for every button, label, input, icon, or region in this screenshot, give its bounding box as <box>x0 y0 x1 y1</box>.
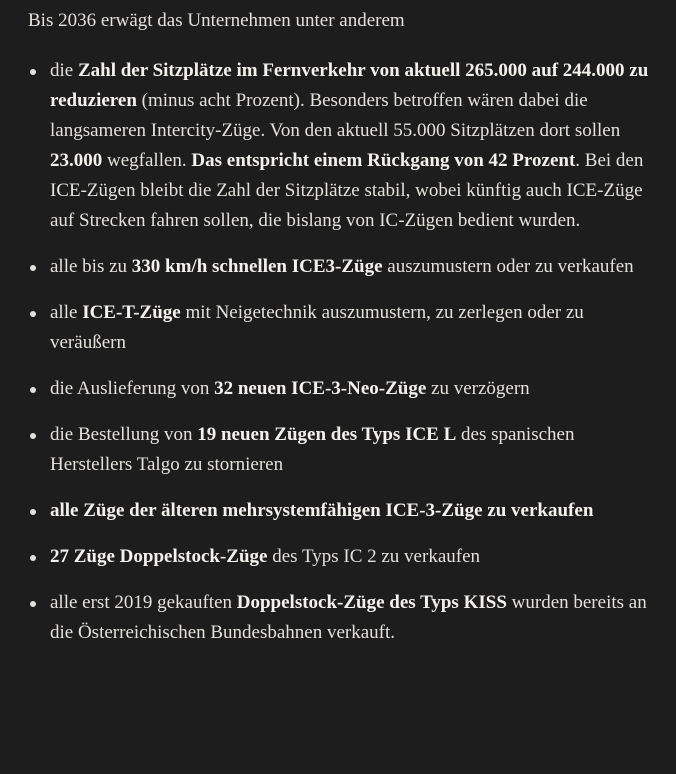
text-segment: wurden bereits an die Österreichischen Bundesbahnen verkauft. <box>50 592 647 643</box>
text-segment: die <box>50 60 78 81</box>
measures-list <box>28 56 654 648</box>
list-item-ice3 <box>28 252 654 282</box>
bold-segment: 32 neuen ICE-3-Neo-Züge <box>214 378 427 399</box>
bold-segment: 27 Züge Doppelstock-Züge <box>50 546 268 567</box>
list-item-ice-l <box>28 420 654 480</box>
text-segment: die Auslieferung von <box>50 378 215 399</box>
text-segment: des spanischen Herstellers Talgo zu stornieren <box>50 424 575 475</box>
list-item-kiss <box>28 588 654 648</box>
text-segment: des Typs IC 2 zu verkaufen <box>267 546 481 567</box>
list-item-ic2 <box>28 542 654 572</box>
intro-paragraph: Bis 2036 erwägt das Unternehmen unter anderem <box>28 10 405 31</box>
bold-segment: 19 neuen Zügen des Typs ICE L <box>197 424 457 445</box>
bold-segment: 23.000 <box>50 150 103 171</box>
list-item-ice-t <box>28 298 654 358</box>
text-segment: auszumustern oder zu verkaufen <box>382 256 634 277</box>
bold-segment: Zahl der Sitzplätze im Fernverkehr von aktuell 265.000 auf 244.000 zu reduzieren <box>50 60 649 111</box>
bold-segment: alle Züge der älteren mehrsystemfähigen ICE-3-Züge zu verkaufen <box>50 500 594 521</box>
text-segment: alle <box>50 302 83 323</box>
text-segment: mit Neigetechnik auszumustern, zu zerlegen oder zu veräußern <box>50 302 584 353</box>
text-segment: (minus acht Prozent). Besonders betroffen wären dabei die langsameren Intercity-Züge. Von den aktuell 55.000 Sitzplätzen dort sollen <box>50 90 621 141</box>
bold-segment: Doppelstock-Züge des Typs KISS <box>236 592 507 613</box>
text-segment: alle erst 2019 gekauften <box>50 592 237 613</box>
text-segment: . Bei den ICE-Zügen bleibt die Zahl der Sitzplätze stabil, wobei künftig auch ICE-Züge auf Strecken fahren sollen, die bislang von IC-Zügen bedient wurden. <box>50 150 644 231</box>
text-segment: alle bis zu <box>50 256 132 277</box>
bold-segment: 330 km/h schnellen ICE3-Züge <box>131 256 383 277</box>
list-item-multisystem-ice3 <box>28 496 654 526</box>
text-segment: zu verzögern <box>426 378 530 399</box>
bold-segment: ICE-T-Züge <box>82 302 181 323</box>
list-item-seat-reduction <box>28 56 654 236</box>
bold-segment: Das entspricht einem Rückgang von 42 Prozent <box>191 150 576 171</box>
text-segment: wegfallen. <box>102 150 192 171</box>
list-item-ice3-neo <box>28 374 654 404</box>
text-segment: die Bestellung von <box>50 424 198 445</box>
